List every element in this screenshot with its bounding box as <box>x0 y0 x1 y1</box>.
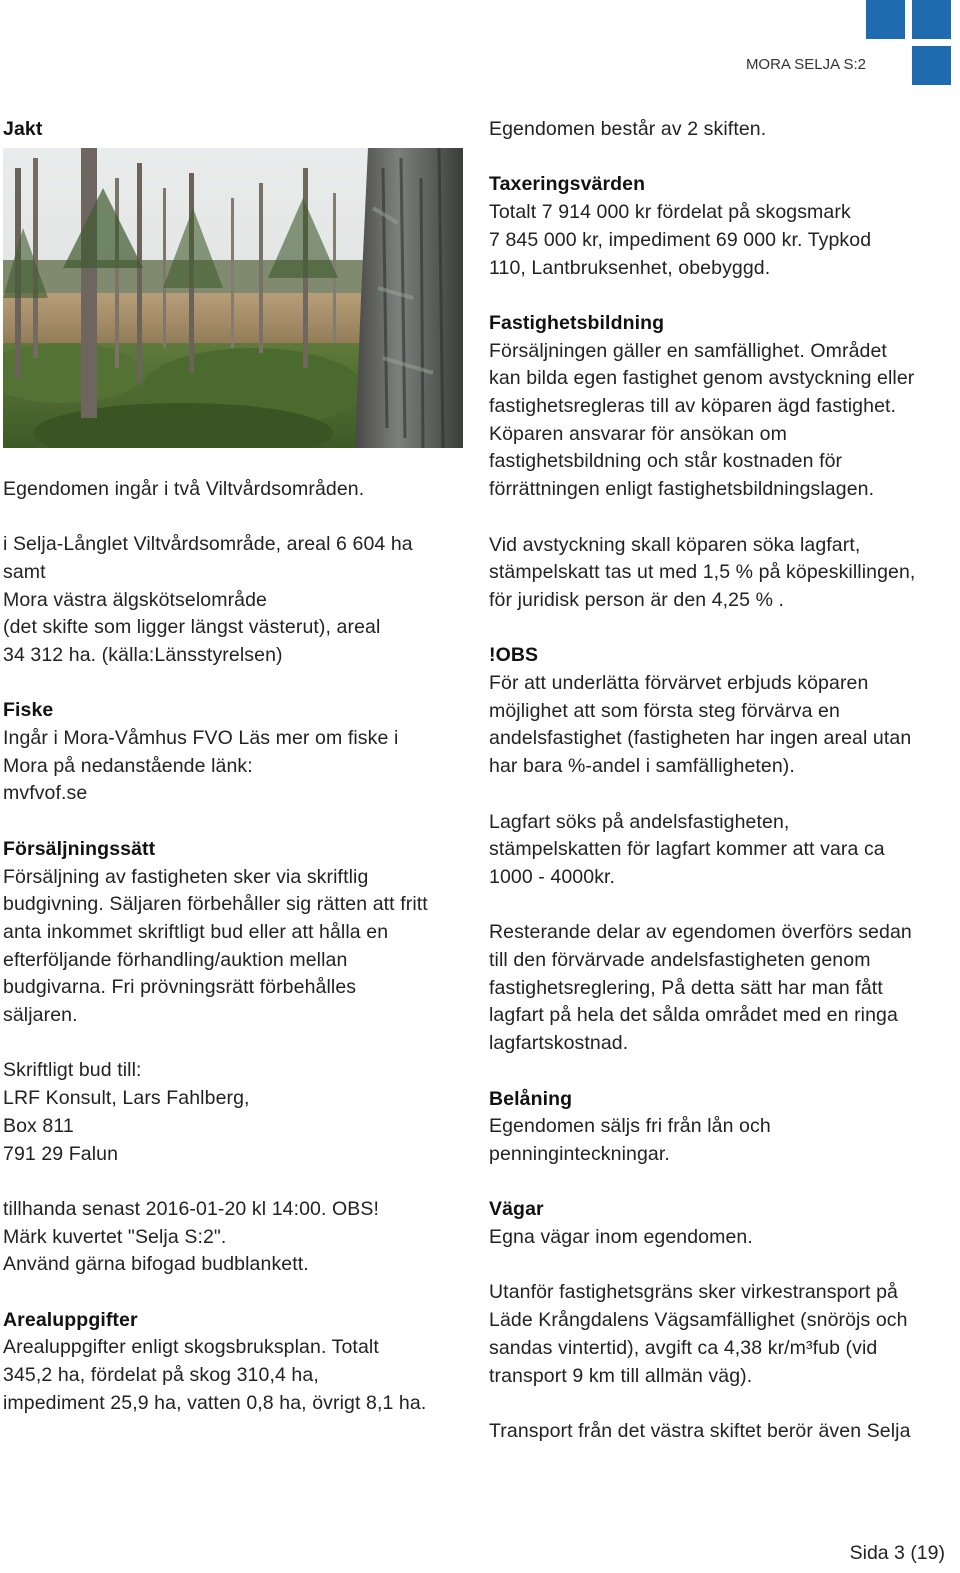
document-header: MORA SELJA S:2 <box>745 56 866 73</box>
obs-text: För att underlätta förvärvet erbjuds köparen möjlighet att som första steg förvärva en andelsfastighet (fastigheten har ingen areal utan har bara %-andel i samfälligheten). <box>489 672 912 778</box>
fastighetsbildning-text: Försäljningen gäller en samfällighet. Området kan bilda egen fastighet genom avstyckning eller fastighetsregleras till av köparen ägd fastighet. Köparen ansvarar för ansökan om fastighetsbildning och står kostnaden för förrättningen enligt fastighetsbildningslagen. <box>489 339 915 501</box>
logo-square <box>912 0 951 39</box>
resterande-text: Resterande delar av egendomen överförs sedan till den förvärvade andelsfastigheten genom fastighetsreglering, På detta sätt har man fått lagfart på hela det sålda området med en ringa lagfartskostnad. <box>489 921 912 1055</box>
logo-square <box>912 46 951 85</box>
lagfart-text: Lagfart söks på andelsfastigheten, stämpelskatten för lagfart kommer att vara ca 1000 - 4000kr. <box>489 810 885 888</box>
page-number: Sida 3 (19) <box>849 1542 945 1564</box>
arealuppgifter-text: Arealuppgifter enligt skogsbruksplan. Totalt 345,2 ha, fördelat på skog 310,4 ha, impediment 25,9 ha, vatten 0,8 ha, övrigt 8,1 ha. <box>3 1336 427 1414</box>
section-heading-obs: !OBS <box>489 644 539 667</box>
viltvard-details: i Selja-Långlet Viltvårdsområde, areal 6 604 ha samt Mora västra älgskötselområde (det skifte som ligger längst västerut), areal 34 312 ha. (källa:Länsstyrelsen) <box>3 533 413 666</box>
forest-photo <box>3 148 463 448</box>
belaning-text: Egendomen säljs fri från lån och penninginteckningar. <box>489 1115 771 1165</box>
bud-address: Skriftligt bud till: LRF Konsult, Lars Fahlberg, Box 811 791 29 Falun <box>3 1059 250 1165</box>
viltvard-intro: Egendomen ingår i två Viltvårdsområden. <box>3 477 365 500</box>
section-heading-forsaljningssatt: Försäljningssätt <box>3 837 156 860</box>
transport-text: Transport från det västra skiftet berör även Selja <box>489 1419 911 1442</box>
section-heading-taxeringsvarden: Taxeringsvärden <box>489 173 646 196</box>
vagar-text: Egna vägar inom egendomen. <box>489 1226 753 1248</box>
bud-deadline: tillhanda senast 2016-01-20 kl 14:00. OBS! Märk kuvertet "Selja S:2". Använd gärna bifogad budblankett. <box>3 1197 380 1276</box>
skiften-text: Egendomen består av 2 skiften. <box>489 118 767 140</box>
section-heading-fiske: Fiske <box>3 699 54 722</box>
section-heading-vagar: Vägar <box>489 1198 544 1221</box>
virkestransport-text: Utanför fastighetsgräns sker virkestransport på Läde Krångdalens Vägsamfällighet (snöröjs och sandas vintertid), avgift ca 4,38 kr/m³fub (vid transport 9 km till allmän väg). <box>489 1281 908 1387</box>
section-heading-belaning: Belåning <box>489 1087 573 1110</box>
logo-square <box>866 0 905 39</box>
section-heading-fastighetsbildning: Fastighetsbildning <box>489 311 665 334</box>
avstyckning-text: Vid avstyckning skall köparen söka lagfart, stämpelskatt tas ut med 1,5 % på köpeskillingen, för juridisk person är den 4,25 % . <box>489 533 916 611</box>
forsaljningssatt-text: Försäljning av fastigheten sker via skriftlig budgivning. Säljaren förbehåller sig rätten att fritt anta inkommet skriftligt bud eller att hålla en efterföljande förhandling/auktion mellan budgivarna. Fri prövningsrätt förbehålles säljaren. <box>3 865 428 1027</box>
section-heading-jakt: Jakt <box>3 118 43 140</box>
right-column <box>489 116 957 1446</box>
taxeringsvarden-text: Totalt 7 914 000 kr fördelat på skogsmark 7 845 000 kr, impediment 69 000 kr. Typkod 110, Lantbruksenhet, obebyggd. <box>489 201 872 279</box>
section-heading-arealuppgifter: Arealuppgifter <box>3 1308 138 1331</box>
fiske-text: Ingår i Mora-Våmhus FVO Läs mer om fiske i Mora på nedanstående länk: mvfvof.se <box>3 727 399 805</box>
left-column <box>3 116 468 1418</box>
